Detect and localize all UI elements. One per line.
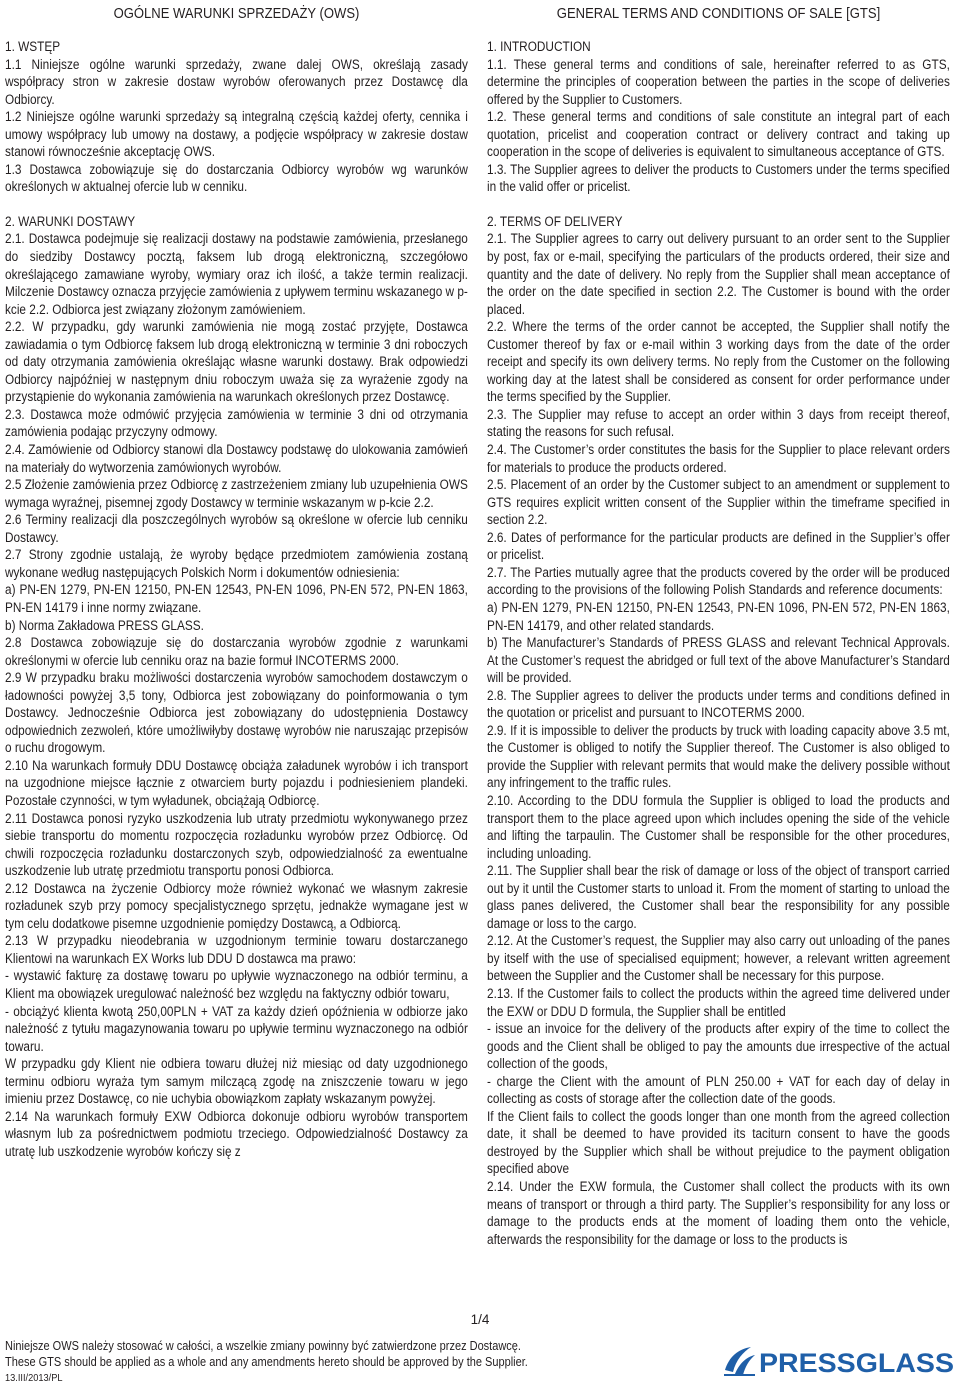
clause-paragraph: 2.8 Dostawca zobowiązuje się do dostarczania wyrobów zgodnie z warunkami określonymi w ofercie lub cenniku oraz na bazie formuł INCOTERMS 2000. (5, 635, 468, 668)
clause-paragraph: 2.5. Placement of an order by the Customer subject to an amendment or supplement to GTS requires explicit written consent of the Supplier within the timeframe specified in section 2.2. (487, 477, 950, 528)
footer-note-english: These GTS should be applied as a whole and any amendments hereto should be approved by the Supplier. (5, 1355, 528, 1369)
clause-paragraph: - issue an invoice for the delivery of the products after expiry of the time to collect the goods and the Client shall be obliged to pay the amounts due irrespective of the actual collection of the goods, (487, 1021, 950, 1072)
clause-paragraph: 2.12 Dostawca na życzenie Odbiorcy może również wykonać we własnym zakresie rozładunek szyb przy pomocy specjalistycznego sprzętu, jednakże wymagane jest w tym celu dodatkowe pisemne uzgodnienie pomiędzy Dostawcą, a Odbiorcą. (5, 880, 468, 931)
clause-paragraph: 1.1 Niniejsze ogólne warunki sprzedaży, zwane dalej OWS, określają zasady współpracy stron w zakresie dostaw wyrobów oferowanych przez Dostawcę dla Odbiorcy. (5, 56, 468, 107)
clause-paragraph: 2.8. The Supplier agrees to deliver the products under terms and conditions defined in the quotation or pricelist and pursuant to INCOTERMS 2000. (487, 687, 950, 721)
document-code: 13.III/2013/PL (5, 1372, 63, 1384)
clause-paragraph: 2.12. At the Customer’s request, the Supplier may also carry out unloading of the panes by itself with the use of specialised equipment; however, a relevant written agreement between the Supplier and the Customer shall be necessary for this purpose. (487, 933, 950, 984)
clause-paragraph: 2.1. Dostawca podejmuje się realizacji dostawy na podstawie zamówienia, przesłanego do siedziby Dostawcy pocztą, faksem lub drogą elektroniczną, szczegółowo określającego zamawiane wyroby, wymiary oraz ich ilość, a także termin realizacji. Milczenie Dostawcy oznacza przyjęcie zamówienia z upływem terminu wskazanego w p-kcie 2.2. Odbiorca jest związany złożonym zamówieniem. (5, 231, 468, 317)
terms-section (487, 213, 950, 1248)
english-terms-column (487, 38, 950, 1248)
clause-paragraph: 2.9 W przypadku braku możliwości dostarczenia wyrobów samochodem dostawczym o ładowności powyżej 3,5 tony, Odbiorca jest zobowiązany do poinformowania o tym Dostawcy. Jednocześnie Odbiorca jest zobowiązany do udostępnienia Dostawcy odpowiednich zezwoleń, które umożliwiłyby dostawę wyrobów nie naruszając przepisów o ruchu drogowym. (5, 670, 468, 756)
section-heading: 2. TERMS OF DELIVERY (487, 213, 623, 229)
clause-paragraph: - obciążyć klienta kwotą 250,00PLN + VAT za każdy dzień opóźnienia w odbiorze jako należność z tytułu magazynowania towaru po upływie terminu wyznaczonego na odbiór towaru. (5, 1003, 468, 1054)
clause-paragraph: 2.7. The Parties mutually agree that the products covered by the order will be produced according to the provisions of the following Polish Standards and reference documents: (487, 564, 950, 598)
clause-paragraph: a) PN-EN 1279, PN-EN 12150, PN-EN 12543, PN-EN 1096, PN-EN 572, PN-EN 1863, PN-EN 14179 i inne normy związane. (5, 582, 468, 615)
press-glass-logo (722, 1343, 956, 1377)
clause-paragraph: 2.14. Under the EXW formula, the Customer shall collect the products with its own means of transport or through a third party. The Supplier’s responsibility for any loss or damage to the products ends at the moment of loading them onto the vehicle, afterwards the responsibility for the damage or loss to the products is (487, 1179, 950, 1247)
clause-paragraph: 2.10. According to the DDU formula the Supplier is obliged to load the products and transport them to the place agreed upon which includes opening the side of the vehicle and lifting the tarpaulin. The Customer shall be responsible for the other procedures, including unloading. (487, 792, 950, 861)
section-heading: 1. INTRODUCTION (487, 39, 591, 54)
clause-paragraph: 1.3. The Supplier agrees to deliver the products to Customers under the terms specified in the valid offer or pricelist. (487, 161, 950, 195)
clause-paragraph: If the Client fails to collect the goods longer than one month from the agreed collection date, it shall be deemed to have provided its taciturn consent to have the goods destroyed by the Supplier which shall be without prejudice to the payment obligation specified above (487, 1108, 950, 1177)
clause-paragraph: 2.5 Złożenie zamówienia przez Odbiorcę z zastrzeżeniem zmiany lub uzupełnienia OWS wymaga wyraźnej, pisemnej zgody Dostawcy w terminie wskazanym w p-kcie 2.2. (5, 477, 468, 510)
clause-paragraph: a) PN-EN 1279, PN-EN 12150, PN-EN 12543, PN-EN 1096, PN-EN 572, PN-EN 1863, PN-EN 14179, and other related standards. (487, 599, 950, 633)
terms-section (487, 38, 950, 196)
document-title-polish: OGÓLNE WARUNKI SPRZEDAŻY (OWS) (113, 6, 360, 22)
logo-wordmark (759, 1348, 954, 1377)
clause-paragraph: 2.6 Terminy realizacji dla poszczególnych wyrobów są określone w ofercie lub cenniku Dostawcy. (5, 512, 468, 545)
terms-section (5, 38, 468, 196)
clause-paragraph: 1.2 Niniejsze ogólne warunki sprzedaży są integralną częścią każdej oferty, cennika i umowy współpracy lub umowy na dostawy, a podjęcie współpracy w zakresie dostaw stanowi równocześnie akceptację OWS. (5, 109, 468, 160)
clause-paragraph: 2.2. W przypadku, gdy warunki zamówienia nie mogą zostać przyjęte, Dostawca zawiadamia o tym Odbiorcę faksem lub drogą elektroniczną w terminie 3 dni roboczych od daty otrzymania zamówienia określając własne warunki dostawy. Brak odpowiedzi Odbiorcy najpóźniej w następnym dniu roboczym uważa się za wyrażenie zgody na przystąpienie do wykonania zamówienia na warunkach określonych przez Dostawcę. (5, 319, 468, 405)
polish-terms-column (5, 38, 468, 1160)
section-heading: 2. WARUNKI DOSTAWY (5, 213, 136, 229)
clause-paragraph: 2.4. The Customer’s order constitutes the basis for the Supplier to place relevant orders for materials to produce the products ordered. (487, 442, 950, 475)
section-heading: 1. WSTĘP (5, 39, 61, 54)
clause-paragraph: 2.2. Where the terms of the order cannot be accepted, the Supplier shall notify the Customer thereof by fax or e-mail within 3 working days from the date of the order receipt and specify its own delivery terms. No reply from the Customer on the following working day at the latest shall be considered as consent for order performance under the terms specified by the Supplier. (487, 319, 950, 405)
logo-wordmark-glass: GLASS (855, 1348, 949, 1377)
clause-paragraph: 2.11 Dostawca ponosi ryzyko uszkodzenia lub utraty przedmiotu wykonywanego przez siebie transportu do momentu rozpoczęcia rozładunku wyrobów przez Odbiorcę. Od chwili rozpoczęcia rozładunku dostarczonych szyb, odpowiedzialność za ewentualne uszkodzenie lub utratę przedmiotu transportu ponosi Odbiorca. (5, 810, 468, 879)
clause-paragraph: 2.10 Na warunkach formuły DDU Dostawcę obciąża załadunek wyrobów i ich transport na uzgodnione miejsce łącznie z otwarciem burty pojazdu i podniesieniem plandeki. Pozostałe czynności, w tym wyładunek, obciążają Odbiorcę. (5, 757, 468, 808)
clause-paragraph: 2.3. The Supplier may refuse to accept an order within 3 days from receipt thereof, stating the reasons for such refusal. (487, 406, 950, 440)
clause-paragraph: 2.9. If it is impossible to deliver the products by truck with loading capacity above 3.5 mt, the Customer is obliged to notify the Supplier thereof. The Customer is also obliged to provide the Supplier with relevant permits that would make the delivery possible without any infringement to the traffic rules. (487, 722, 950, 791)
clause-paragraph: 1.2. These general terms and conditions of sale constitute an integral part of each quotation, pricelist and cooperation contract or delivery contract and taking up cooperation in the scope of deliveries is equivalent to simultaneous acceptance of GTS. (487, 109, 950, 160)
clause-paragraph: b) Norma Zakładowa PRESS GLASS. (5, 617, 204, 633)
clause-paragraph: 1.1. These general terms and conditions of sale, hereinafter referred to as GTS, determine the principles of cooperation between the parties in the scope of deliveries offered by the Supplier to Customers. (487, 56, 950, 107)
clause-paragraph: 2.13. If the Customer fails to collect the products within the agreed time delivered under the EXW or DDU D formula, the Supplier shall be entitled (487, 985, 950, 1019)
clause-paragraph: - charge the Client with the amount of PLN 250.00 + VAT for each day of delay in collecting as costs of storage after the collection date of the goods. (487, 1073, 950, 1107)
footer-note-polish: Niniejsze OWS należy stosować w całości, a wszelkie zmiany powinny być zatwierdzone przez Dostawcę. (5, 1339, 521, 1353)
clause-paragraph: 2.13 W przypadku nieodebrania w uzgodnionym terminie towaru dostarczanego Klientowi na warunkach EX Works lub DDU D dostawca ma prawo: (5, 933, 468, 966)
clause-paragraph: b) The Manufacturer’s Standards of PRESS GLASS and relevant Technical Approvals. At the Customer’s request the abridged or full text of the above Manufacturer’s Standard will be provided. (487, 635, 950, 686)
page-number: 1/4 (470, 1312, 490, 1327)
clause-paragraph: 2.11. The Supplier shall bear the risk of damage or loss of the object of transport carried out by it until the Customer starts to unload it. From the moment of starting to unload the glass panes delivered, the Customer shall bear the responsibility for any possible damage or loss to the cargo. (487, 863, 950, 931)
terms-section (5, 213, 468, 1161)
clause-paragraph: W przypadku gdy Klient nie odbiera towaru dłużej niż miesiąc od daty uzgodnionego terminu odbioru wyraża tym samym milczącą zgodę na zniszczenie towaru w jego imieniu przez Dostawcę, co nie uchybia obowiązkom zapłaty wskazanym powyżej. (5, 1056, 468, 1107)
clause-paragraph: 2.7 Strony zgodnie ustalają, że wyroby będące przedmiotem zamówienia zostaną wykonane według następujących Polskich Norm i dokumentów odniesienia: (5, 547, 468, 580)
clause-paragraph: - wystawić fakturę za dostawę towaru po upływie wyznaczonego na odbiór terminu, a Klient ma obowiązek uregulować należność bez względu na faktyczny odbiór towaru, (5, 968, 468, 1001)
clause-paragraph: 2.6. Dates of performance for the particular products are defined in the Supplier’s offer or pricelist. (487, 529, 950, 563)
clause-paragraph: 2.14 Na warunkach formuły EXW Odbiorca dokonuje odbioru wyrobów transportem własnym lub za pośrednictwem podmiotu trzeciego. Odpowiedzialność Dostawcy za utratę lub uszkodzenie wyrobów kończy się z (5, 1108, 468, 1159)
clause-paragraph: 2.1. The Supplier agrees to carry out delivery pursuant to an order sent to the Supplier by post, fax or e-mail, specifying the particulars of the products ordered, their size and quantity and the date of delivery. No reply from the Supplier shall mean acceptance of the order on the date specified in section 2.2. The Customer is bound with the order placed. (487, 231, 950, 317)
logo-wordmark-press: PRESS (759, 1348, 851, 1377)
clause-paragraph: 1.3 Dostawca zobowiązuje się do dostarczania Odbiorcy wyrobów wg warunków określonych w aktualnej ofercie lub w cenniku. (5, 161, 468, 195)
clause-paragraph: 2.3. Dostawca może odmówić przyjęcia zamówienia w terminie 3 dni od otrzymania zamówienia podając przyczyny odmowy. (5, 406, 468, 440)
clause-paragraph: 2.4. Zamówienie od Odbiorcy stanowi dla Dostawcy podstawę do ulokowania zamówień na materiały do wytworzenia zamówionych wyrobów. (5, 442, 468, 475)
press-glass-emblem-icon (724, 1347, 755, 1376)
document-title-english: GENERAL TERMS AND CONDITIONS OF SALE [GTS] (556, 6, 881, 22)
